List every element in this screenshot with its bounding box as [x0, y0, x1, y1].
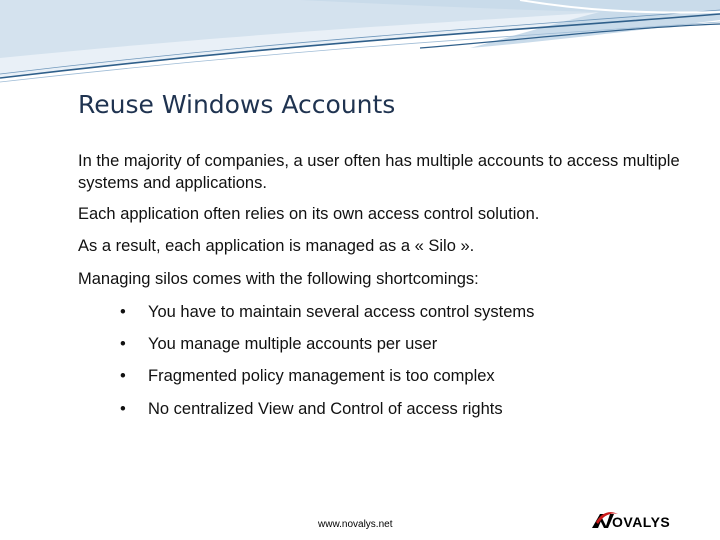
- bullet-item: [120, 398, 680, 420]
- bullet-glyph: •: [120, 367, 126, 385]
- header-swoosh-decoration: [0, 0, 720, 100]
- footer-url-link[interactable]: www.novalys.net: [318, 519, 393, 530]
- logo-wordmark: OVALYS: [612, 514, 671, 530]
- paragraph-4: Managing silos comes with the following shortcomings:: [78, 270, 479, 288]
- slide-title: Reuse Windows Accounts: [78, 90, 396, 119]
- bullet-text: Fragmented policy management is too complex: [148, 367, 495, 385]
- bullet-glyph: •: [120, 335, 126, 353]
- bullet-text: You manage multiple accounts per user: [148, 335, 438, 353]
- paragraph-2: Each application often relies on its own access control solution.: [78, 205, 540, 223]
- bullet-glyph: •: [120, 303, 126, 321]
- bullet-glyph: •: [120, 400, 126, 418]
- bullet-item: [120, 301, 680, 323]
- bullet-item: [120, 333, 680, 355]
- bullet-text: No centralized View and Control of access rights: [148, 400, 503, 418]
- paragraph-3: As a result, each application is managed as a « Silo ».: [78, 237, 475, 255]
- paragraph-1: In the majority of companies, a user often has multiple accounts to access multiple systems and applications.: [78, 152, 680, 192]
- bullet-item: [120, 365, 680, 387]
- bullet-text: You have to maintain several access control systems: [148, 303, 535, 321]
